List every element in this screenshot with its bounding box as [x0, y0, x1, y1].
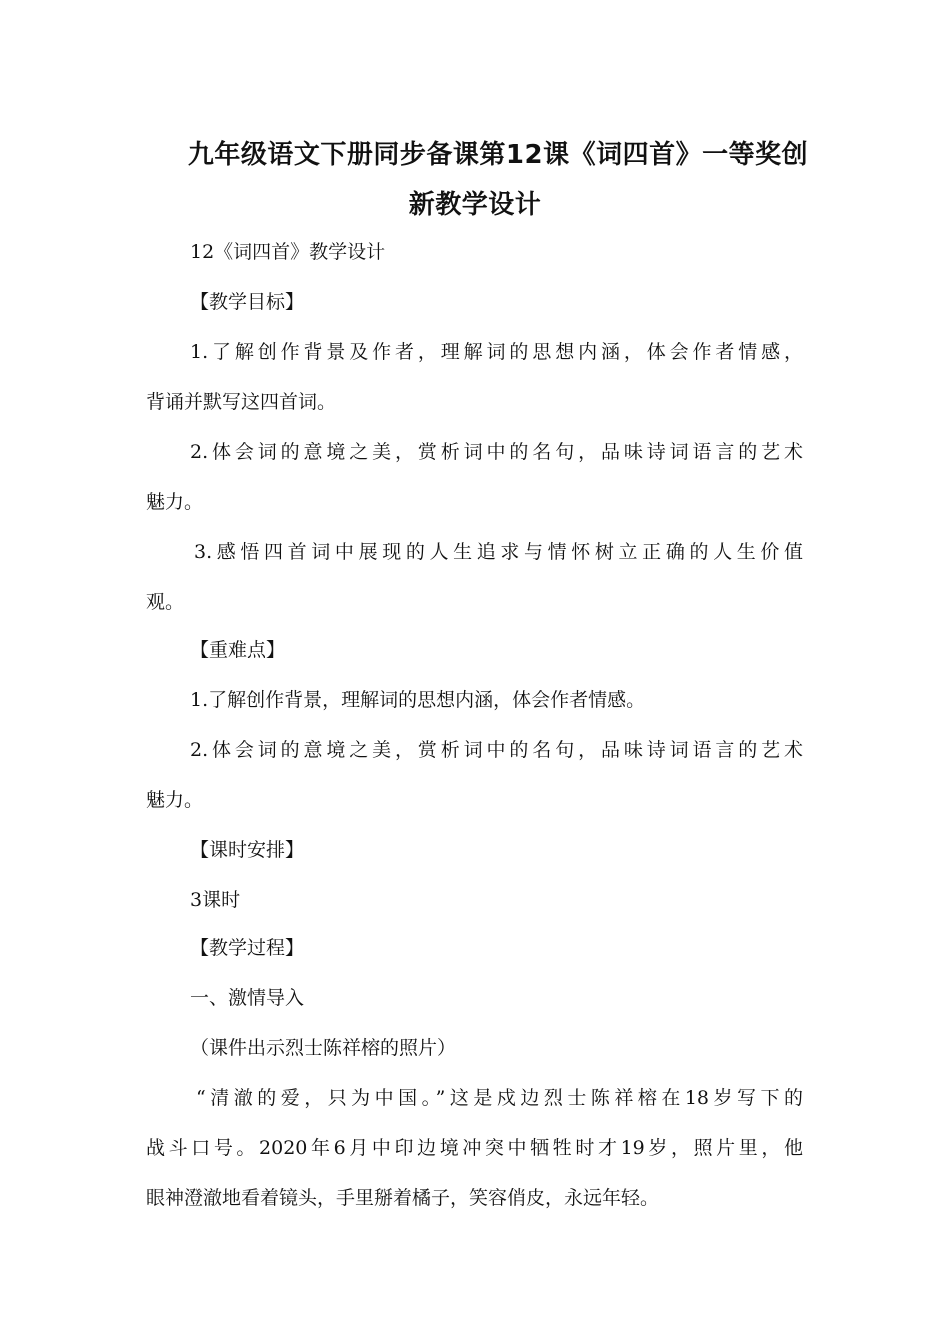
key-point-2-line-2: 魅力。	[146, 789, 204, 811]
courseware-note: （课件出示烈士陈祥榕的照片）	[190, 1037, 457, 1059]
schedule-value: 3课时	[190, 889, 241, 911]
objective-1-line-2: 背诵并默写这四首词。	[146, 391, 337, 413]
key-point-1: 1.了解创作背景，理解词的思想内涵，体会作者情感。	[190, 689, 646, 711]
key-point-2-line-1: 2.体会词的意境之美，赏析词中的名句，品味诗词语言的艺术	[190, 739, 803, 761]
document-title-line-2: 新教学设计	[408, 190, 542, 220]
section-heading-process: 【教学过程】	[190, 937, 305, 959]
objective-1-line-1: 1.了解创作背景及作者，理解词的思想内涵，体会作者情感，	[190, 341, 803, 363]
intro-paragraph-line-1: “清澈的爱，只为中国。”这是戍边烈士陈祥榕在18岁写下的	[196, 1087, 803, 1109]
subtitle-line: 12《词四首》教学设计	[190, 241, 386, 263]
process-step-1-heading: 一、激情导入	[190, 987, 305, 1009]
objective-3-line-1: 3.感悟四首词中展现的人生追求与情怀树立正确的人生价值	[194, 541, 803, 563]
objective-3-line-2: 观。	[146, 591, 185, 613]
document-title-line-1: 九年级语文下册同步备课第12课《词四首》一等奖创	[187, 140, 809, 170]
intro-paragraph-line-2: 战斗口号。2020年6月中印边境冲突中牺牲时才19岁，照片里，他	[146, 1137, 803, 1159]
section-heading-schedule: 【课时安排】	[190, 839, 305, 861]
section-heading-key-points: 【重难点】	[190, 639, 286, 661]
intro-paragraph-line-3: 眼神澄澈地看着镜头，手里掰着橘子，笑容俏皮，永远年轻。	[146, 1187, 660, 1209]
objective-2-line-2: 魅力。	[146, 491, 204, 513]
section-heading-objectives: 【教学目标】	[190, 291, 305, 313]
objective-2-line-1: 2.体会词的意境之美，赏析词中的名句，品味诗词语言的艺术	[190, 441, 803, 463]
